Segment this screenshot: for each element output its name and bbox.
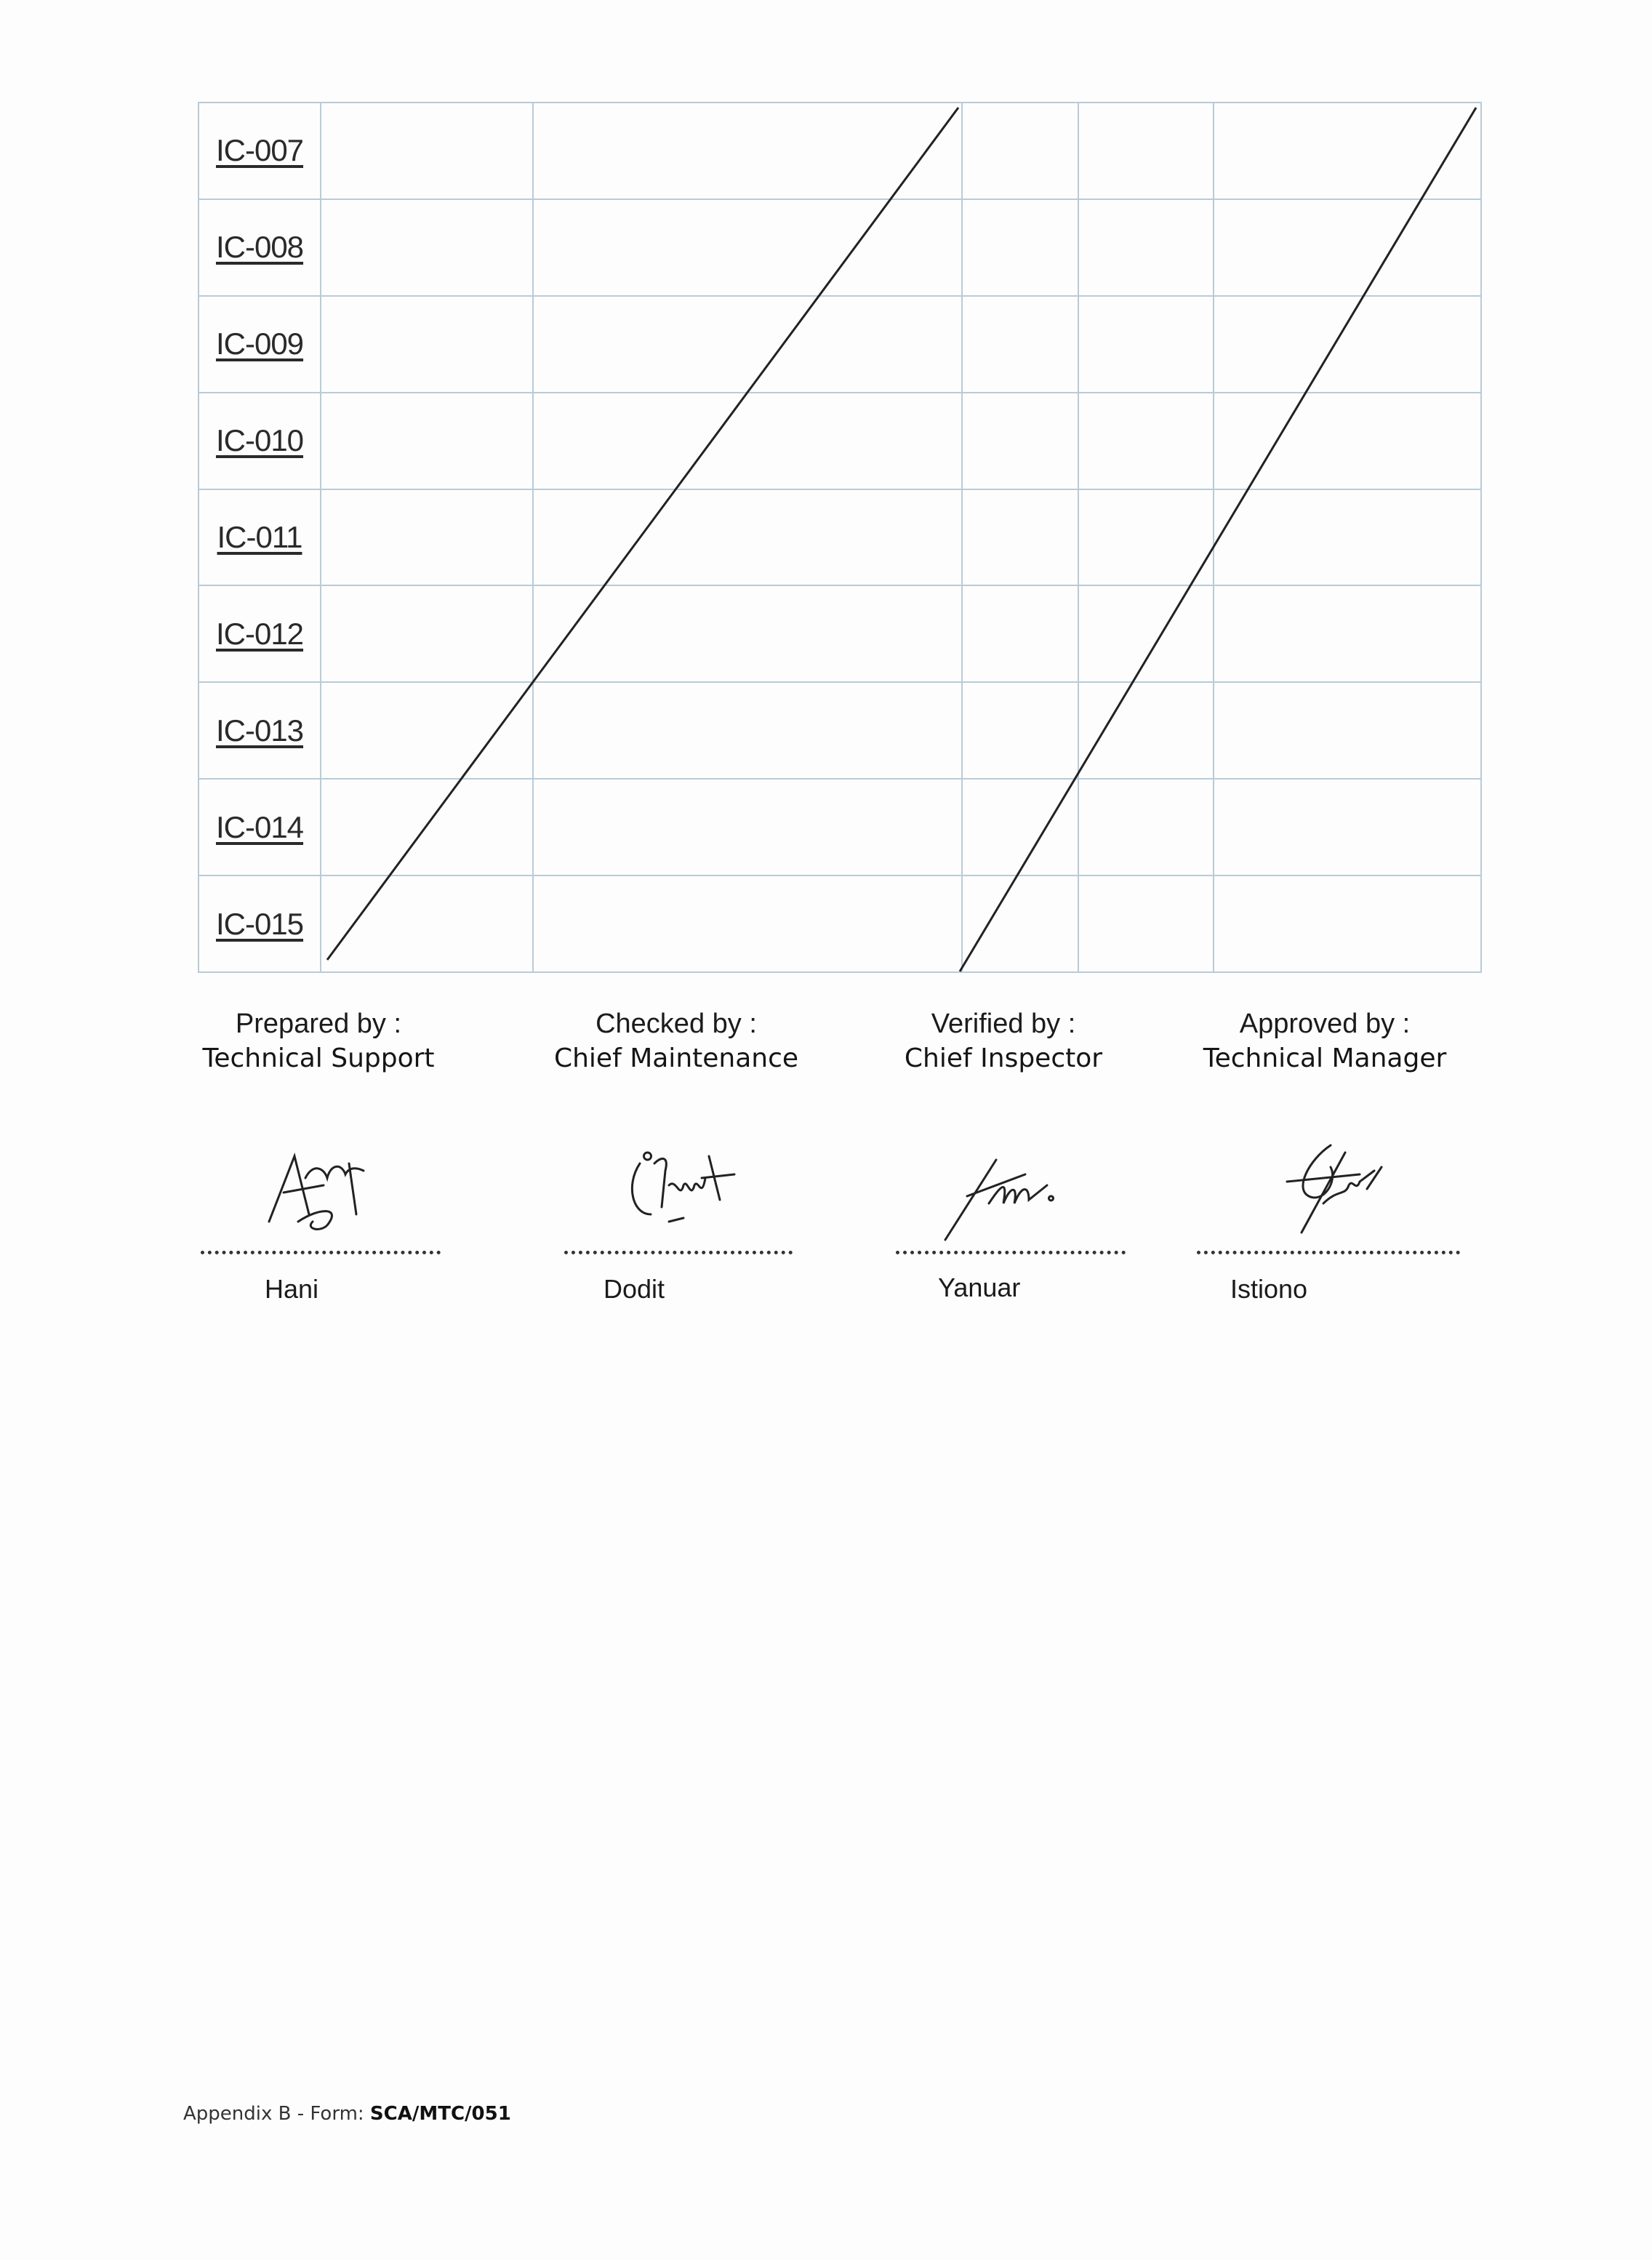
blank-cell [1214, 489, 1481, 586]
signature-line-yanuar [896, 1251, 1126, 1254]
table-row [199, 875, 1481, 972]
item-code: IC-011 [217, 519, 302, 554]
blank-cell [1078, 585, 1214, 682]
blank-cell [1214, 103, 1481, 199]
item-code: IC-009 [215, 326, 304, 361]
table-row [199, 296, 1481, 393]
blank-cell [321, 296, 533, 393]
approved-role: Approved by : [1239, 1009, 1411, 1039]
blank-cell [533, 585, 962, 682]
table-row [199, 103, 1481, 199]
signatory-name-hani: Hani [265, 1274, 319, 1304]
checked-title: Chief Maintenance [553, 1043, 799, 1073]
blank-cell [1078, 393, 1214, 489]
table-row [199, 393, 1481, 489]
blank-cell [962, 199, 1078, 296]
blank-cell [321, 199, 533, 296]
signature-mark-dodit [618, 1134, 763, 1243]
signature-line-istiono [1197, 1251, 1460, 1254]
blank-cell [1214, 682, 1481, 779]
signature-mark-yanuar [938, 1145, 1083, 1254]
blank-cell [533, 779, 962, 875]
item-code-cell [199, 779, 321, 875]
blank-cell [1214, 779, 1481, 875]
item-code-cell [199, 585, 321, 682]
blank-cell [533, 875, 962, 972]
blank-cell [1214, 296, 1481, 393]
blank-cell [1078, 103, 1214, 199]
blank-cell [533, 489, 962, 586]
blank-cell [321, 489, 533, 586]
signature-prepared [151, 1007, 486, 1077]
item-code-cell [199, 489, 321, 586]
blank-cell [1214, 875, 1481, 972]
item-code-cell [199, 199, 321, 296]
blank-cell [1214, 393, 1481, 489]
item-code: IC-013 [215, 713, 304, 748]
blank-cell [962, 682, 1078, 779]
blank-cell [1078, 682, 1214, 779]
table-row [199, 779, 1481, 875]
signature-approved [1158, 1007, 1492, 1077]
blank-cell [1078, 489, 1214, 586]
item-code: IC-012 [215, 616, 304, 651]
table-row [199, 585, 1481, 682]
blank-cell [321, 779, 533, 875]
verified-role: Verified by : [931, 1009, 1076, 1039]
item-code-cell [199, 393, 321, 489]
item-code-cell [199, 875, 321, 972]
blank-cell [533, 393, 962, 489]
item-code: IC-010 [215, 423, 304, 458]
approved-title: Technical Manager [1203, 1043, 1447, 1073]
signatory-name-istiono: Istiono [1230, 1274, 1308, 1304]
blank-cell [1214, 585, 1481, 682]
blank-cell [533, 296, 962, 393]
verified-title: Chief Inspector [904, 1043, 1103, 1073]
blank-cell [321, 585, 533, 682]
blank-cell [1078, 296, 1214, 393]
signature-mark-hani [254, 1134, 400, 1243]
signatory-name-yanuar: Yanuar [938, 1273, 1021, 1302]
prepared-role: Prepared by : [235, 1009, 402, 1039]
item-code: IC-014 [215, 809, 304, 844]
blank-cell [962, 779, 1078, 875]
blank-cell [321, 103, 533, 199]
signature-mark-istiono [1265, 1138, 1411, 1247]
blank-cell [1214, 199, 1481, 296]
item-code: IC-015 [215, 906, 304, 941]
form-code: SCA/MTC/051 [369, 2103, 511, 2125]
table-row [199, 199, 1481, 296]
blank-cell [321, 393, 533, 489]
form-footer [183, 2103, 511, 2125]
blank-cell [962, 875, 1078, 972]
signature-line-hani [201, 1251, 441, 1254]
signature-line-dodit [564, 1251, 793, 1254]
blank-cell [1078, 779, 1214, 875]
item-code: IC-007 [215, 133, 304, 168]
blank-cell [962, 393, 1078, 489]
signatory-name-dodit: Dodit [604, 1274, 665, 1304]
blank-cell [321, 682, 533, 779]
inspection-table [198, 102, 1482, 973]
blank-cell [1078, 875, 1214, 972]
blank-cell [962, 489, 1078, 586]
table-row [199, 489, 1481, 586]
blank-cell [533, 199, 962, 296]
checked-role: Checked by : [596, 1009, 757, 1039]
table-row [199, 682, 1481, 779]
blank-cell [962, 103, 1078, 199]
item-code: IC-008 [215, 230, 304, 265]
blank-cell [533, 682, 962, 779]
item-code-cell [199, 296, 321, 393]
inspection-grid [198, 102, 1482, 973]
item-code-cell [199, 103, 321, 199]
blank-cell [533, 103, 962, 199]
signature-verified [836, 1007, 1171, 1077]
prepared-title: Technical Support [202, 1043, 435, 1073]
blank-cell [962, 296, 1078, 393]
footer-prefix: Appendix B - Form: [183, 2103, 370, 2125]
blank-cell [962, 585, 1078, 682]
item-code-cell [199, 682, 321, 779]
signature-checked [509, 1007, 843, 1077]
blank-cell [1078, 199, 1214, 296]
blank-cell [321, 875, 533, 972]
